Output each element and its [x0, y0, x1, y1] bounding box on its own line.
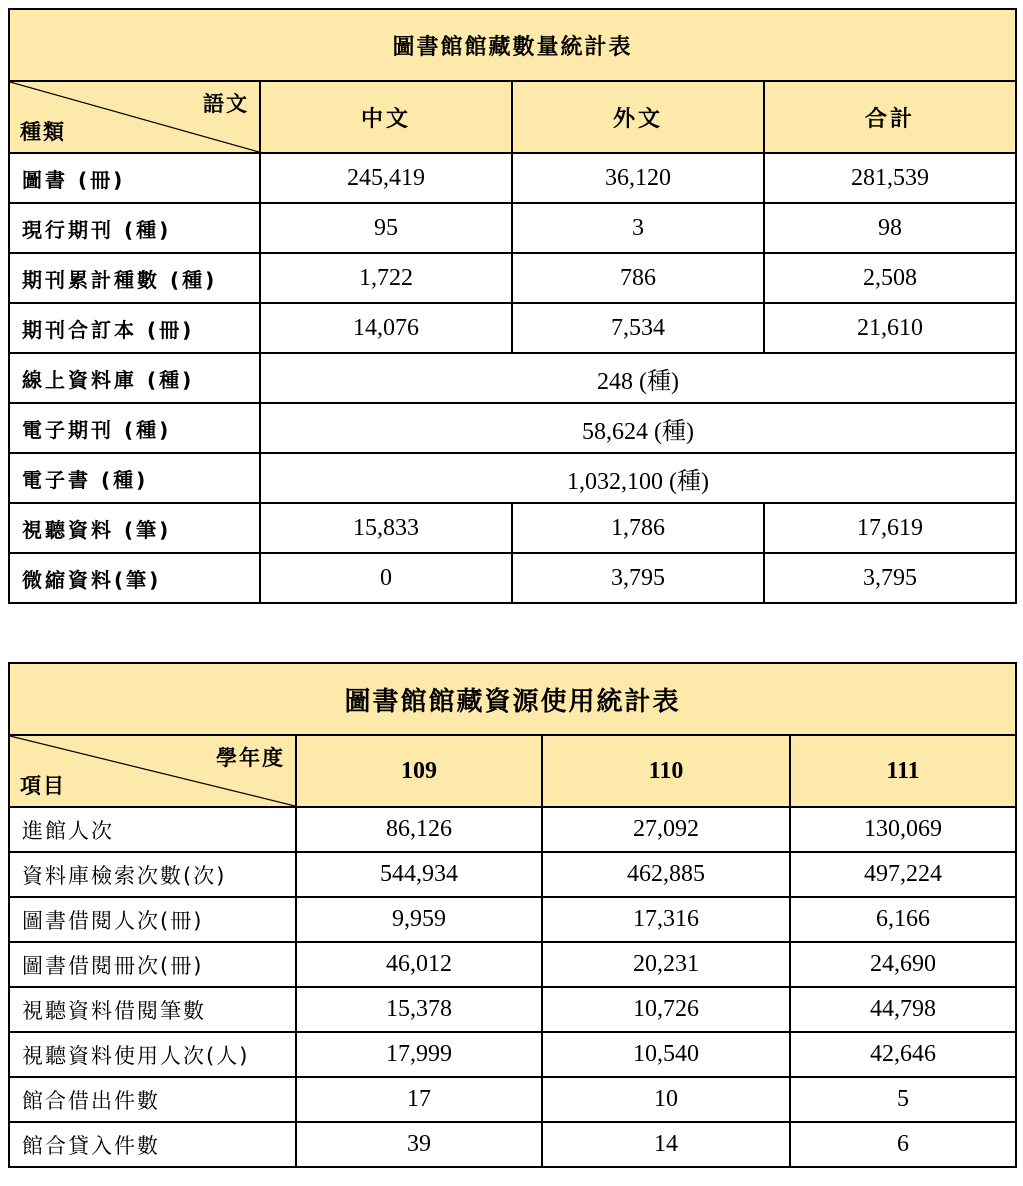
row-label: 期刊合訂本 (冊) — [9, 303, 260, 353]
table-cell: 15,378 — [296, 987, 542, 1032]
table-cell: 3,795 — [512, 553, 764, 603]
column-header-foreign: 外文 — [512, 81, 764, 153]
row-label: 進館人次 — [9, 807, 296, 852]
table-row — [9, 807, 1016, 852]
row-label: 視聽資料使用人次(人) — [9, 1032, 296, 1077]
table-cell: 5 — [790, 1077, 1016, 1122]
table-cell: 1,786 — [512, 503, 764, 553]
table-cell: 281,539 — [764, 153, 1016, 203]
table-cell: 14 — [542, 1122, 790, 1167]
table-row — [9, 897, 1016, 942]
table-row — [9, 303, 1016, 353]
table-cell: 130,069 — [790, 807, 1016, 852]
row-label: 線上資料庫 (種) — [9, 353, 260, 403]
row-label: 圖書借閱人次(冊) — [9, 897, 296, 942]
table-cell: 42,646 — [790, 1032, 1016, 1077]
table-row — [9, 353, 1016, 403]
table-cell: 497,224 — [790, 852, 1016, 897]
table-cell: 17,316 — [542, 897, 790, 942]
table-row — [9, 1077, 1016, 1122]
row-label: 圖書 (冊) — [9, 153, 260, 203]
table-cell: 24,690 — [790, 942, 1016, 987]
table-cell: 544,934 — [296, 852, 542, 897]
holdings-corner-header — [9, 81, 260, 153]
row-label: 現行期刊 (種) — [9, 203, 260, 253]
row-label: 圖書借閱冊次(冊) — [9, 942, 296, 987]
table-row — [9, 203, 1016, 253]
usage-corner-header — [9, 735, 296, 807]
table-cell: 46,012 — [296, 942, 542, 987]
table-cell: 17 — [296, 1077, 542, 1122]
table-cell: 98 — [764, 203, 1016, 253]
row-label: 電子書 (種) — [9, 453, 260, 503]
table-cell: 9,959 — [296, 897, 542, 942]
row-label: 館合貸入件數 — [9, 1122, 296, 1167]
column-header-year-110: 110 — [542, 735, 790, 807]
table-cell: 21,610 — [764, 303, 1016, 353]
table-row — [9, 942, 1016, 987]
table-row — [9, 453, 1016, 503]
table-cell: 786 — [512, 253, 764, 303]
table-cell: 36,120 — [512, 153, 764, 203]
table-cell: 1,722 — [260, 253, 512, 303]
table-row — [9, 553, 1016, 603]
row-label: 電子期刊 (種) — [9, 403, 260, 453]
table-cell: 3 — [512, 203, 764, 253]
table-cell: 0 — [260, 553, 512, 603]
table-row — [9, 403, 1016, 453]
table-cell: 10,726 — [542, 987, 790, 1032]
table-row — [9, 987, 1016, 1032]
corner-item-label: 項目 — [20, 774, 66, 798]
corner-year-label: 學年度 — [216, 746, 285, 770]
table-row — [9, 1122, 1016, 1167]
holdings-table — [8, 8, 1017, 604]
table-cell: 14,076 — [260, 303, 512, 353]
table-cell: 462,885 — [542, 852, 790, 897]
row-label: 館合借出件數 — [9, 1077, 296, 1122]
table-row — [9, 852, 1016, 897]
table-row — [9, 1032, 1016, 1077]
column-header-total: 合計 — [764, 81, 1016, 153]
table-cell: 10 — [542, 1077, 790, 1122]
table-cell: 3,795 — [764, 553, 1016, 603]
table-cell: 245,419 — [260, 153, 512, 203]
merged-cell: 248 (種) — [260, 353, 1016, 403]
table-row — [9, 153, 1016, 203]
table-cell: 10,540 — [542, 1032, 790, 1077]
table-cell: 6 — [790, 1122, 1016, 1167]
table-cell: 15,833 — [260, 503, 512, 553]
table-cell: 86,126 — [296, 807, 542, 852]
usage-table — [8, 662, 1017, 1168]
table-cell: 95 — [260, 203, 512, 253]
row-label: 視聽資料 (筆) — [9, 503, 260, 553]
table-cell: 39 — [296, 1122, 542, 1167]
table-cell: 2,508 — [764, 253, 1016, 303]
table-row — [9, 503, 1016, 553]
table-cell: 44,798 — [790, 987, 1016, 1032]
column-header-year-111: 111 — [790, 735, 1016, 807]
table-row — [9, 253, 1016, 303]
table-cell: 6,166 — [790, 897, 1016, 942]
holdings-title: 圖書館館藏數量統計表 — [9, 9, 1016, 81]
column-header-chinese: 中文 — [260, 81, 512, 153]
row-label: 期刊累計種數 (種) — [9, 253, 260, 303]
corner-type-label: 種類 — [20, 120, 66, 144]
table-cell: 17,999 — [296, 1032, 542, 1077]
table-cell: 17,619 — [764, 503, 1016, 553]
merged-cell: 58,624 (種) — [260, 403, 1016, 453]
row-label: 視聽資料借閱筆數 — [9, 987, 296, 1032]
row-label: 微縮資料(筆) — [9, 553, 260, 603]
usage-title: 圖書館館藏資源使用統計表 — [9, 663, 1016, 735]
corner-language-label: 語文 — [203, 92, 249, 116]
column-header-year-109: 109 — [296, 735, 542, 807]
table-cell: 20,231 — [542, 942, 790, 987]
merged-cell: 1,032,100 (種) — [260, 453, 1016, 503]
table-cell: 7,534 — [512, 303, 764, 353]
row-label: 資料庫檢索次數(次) — [9, 852, 296, 897]
table-cell: 27,092 — [542, 807, 790, 852]
